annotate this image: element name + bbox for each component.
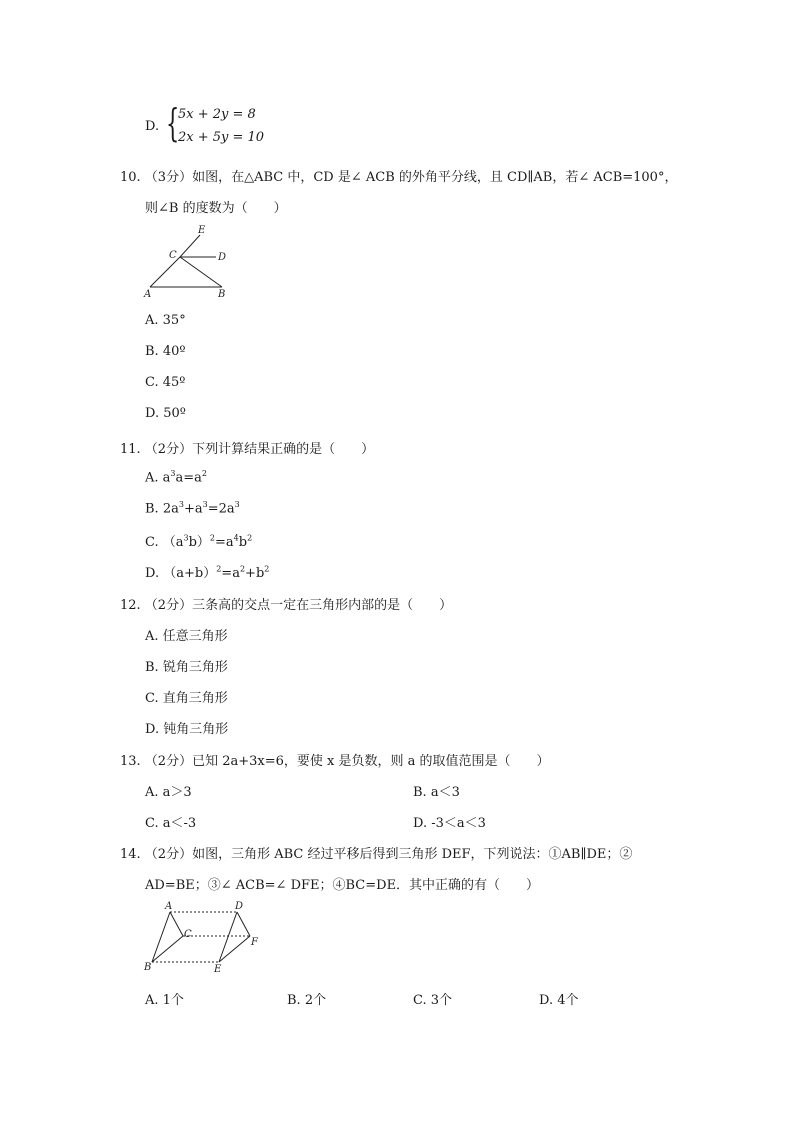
superscript: 3 <box>234 500 240 509</box>
q11-option-d[interactable] <box>145 562 269 581</box>
q10-stem-line1: 10. （3分）如图，在△ABC 中，CD 是∠ ACB 的外角平分线，且 CD∥AB，若∠ ACB=100°， <box>120 170 678 185</box>
text: =a <box>215 535 234 550</box>
line-df <box>237 912 250 936</box>
text: +b <box>245 566 265 581</box>
superscript: 2 <box>239 564 246 574</box>
text: D. （a+b） <box>145 566 217 581</box>
q10-option-d[interactable]: D. 50º <box>145 406 186 421</box>
q10-option-c[interactable]: C. 45º <box>145 375 186 390</box>
text: b <box>238 535 248 550</box>
q11-option-a[interactable] <box>145 469 207 485</box>
q13-option-a[interactable]: A. a＞3 <box>145 785 192 800</box>
q10-option-b[interactable]: B. 40º <box>145 344 186 359</box>
superscript: 3 <box>202 500 208 509</box>
superscript: 3 <box>178 500 184 509</box>
text: b） <box>188 535 210 550</box>
label-b: B <box>218 289 226 300</box>
label-d: D <box>218 252 227 263</box>
q10-triangle-figure <box>140 222 240 300</box>
superscript: 2 <box>264 564 270 574</box>
superscript: 2 <box>216 564 222 574</box>
left-brace-icon: { <box>166 101 180 145</box>
superscript: 4 <box>233 533 239 543</box>
text: =2a <box>207 501 235 517</box>
label-e: E <box>198 225 206 236</box>
superscript: 3 <box>170 469 176 478</box>
superscript: 2 <box>201 469 207 478</box>
q12-option-a[interactable]: A. 任意三角形 <box>145 629 228 644</box>
q9-option-d-label: D. <box>145 119 160 134</box>
q12-option-b[interactable]: B. 锐角三角形 <box>145 660 228 675</box>
q11-option-b[interactable] <box>145 500 240 516</box>
q14-option-d[interactable]: D. 4个 <box>539 993 579 1008</box>
label-d: D <box>235 901 244 912</box>
q13-stem: 13. （2分）已知 2a+3x=6，要使 x 是负数，则 a 的取值范围是（ ） <box>120 754 550 769</box>
text: =a <box>221 566 240 581</box>
q14-stem-line2: AD=BE；③∠ ACB=∠ DFE；④BC=DE．其中正确的有（ ） <box>145 878 540 893</box>
equation-1: 5x + 2y = 8 <box>178 107 256 122</box>
line-ac <box>150 257 180 287</box>
q14-option-b[interactable]: B. 2个 <box>287 993 327 1008</box>
text: +a <box>183 501 203 517</box>
text: A. a <box>145 470 171 486</box>
text: a=a <box>175 470 202 486</box>
text: B. 2a <box>145 501 179 517</box>
q9-equation-system <box>166 101 286 151</box>
q13-option-b[interactable]: B. a＜3 <box>413 785 460 800</box>
label-e: E <box>214 964 222 975</box>
label-a: A <box>144 289 152 300</box>
q14-translation-figure <box>140 898 270 976</box>
superscript: 2 <box>209 533 216 543</box>
q12-stem: 12. （2分）三条高的交点一定在三角形内部的是（ ） <box>120 598 453 613</box>
q12-option-c[interactable]: C. 直角三角形 <box>145 691 228 706</box>
q14-option-a[interactable]: A. 1个 <box>145 993 184 1008</box>
line-ce <box>180 235 200 257</box>
q10-option-a[interactable]: A. 35° <box>145 313 186 328</box>
label-c: C <box>169 250 177 261</box>
q12-option-d[interactable]: D. 钝角三角形 <box>145 722 229 737</box>
q13-option-d[interactable]: D. -3＜a＜3 <box>413 816 486 831</box>
q10-stem-line2: 则∠B 的度数为（ ） <box>145 201 287 216</box>
q14-stem-line1: 14. （2分）如图，三角形 ABC 经过平移后得到三角形 DEF，下列说法：①AB∥DE；② <box>120 847 633 862</box>
label-f: F <box>251 937 258 948</box>
q11-stem: 11. （2分）下列计算结果正确的是（ ） <box>120 442 375 457</box>
equation-2: 2x + 5y = 10 <box>178 130 265 145</box>
superscript: 2 <box>247 533 253 543</box>
label-c: C <box>184 929 192 940</box>
line-cb <box>180 257 222 287</box>
text: C. （a <box>145 535 184 550</box>
q13-option-c[interactable]: C. a＜-3 <box>145 816 197 831</box>
label-a: A <box>165 901 173 912</box>
q14-option-c[interactable]: C. 3个 <box>413 993 453 1008</box>
superscript: 3 <box>183 533 189 543</box>
line-ac <box>170 912 183 936</box>
q11-option-c[interactable] <box>145 531 252 550</box>
label-b: B <box>144 962 152 973</box>
